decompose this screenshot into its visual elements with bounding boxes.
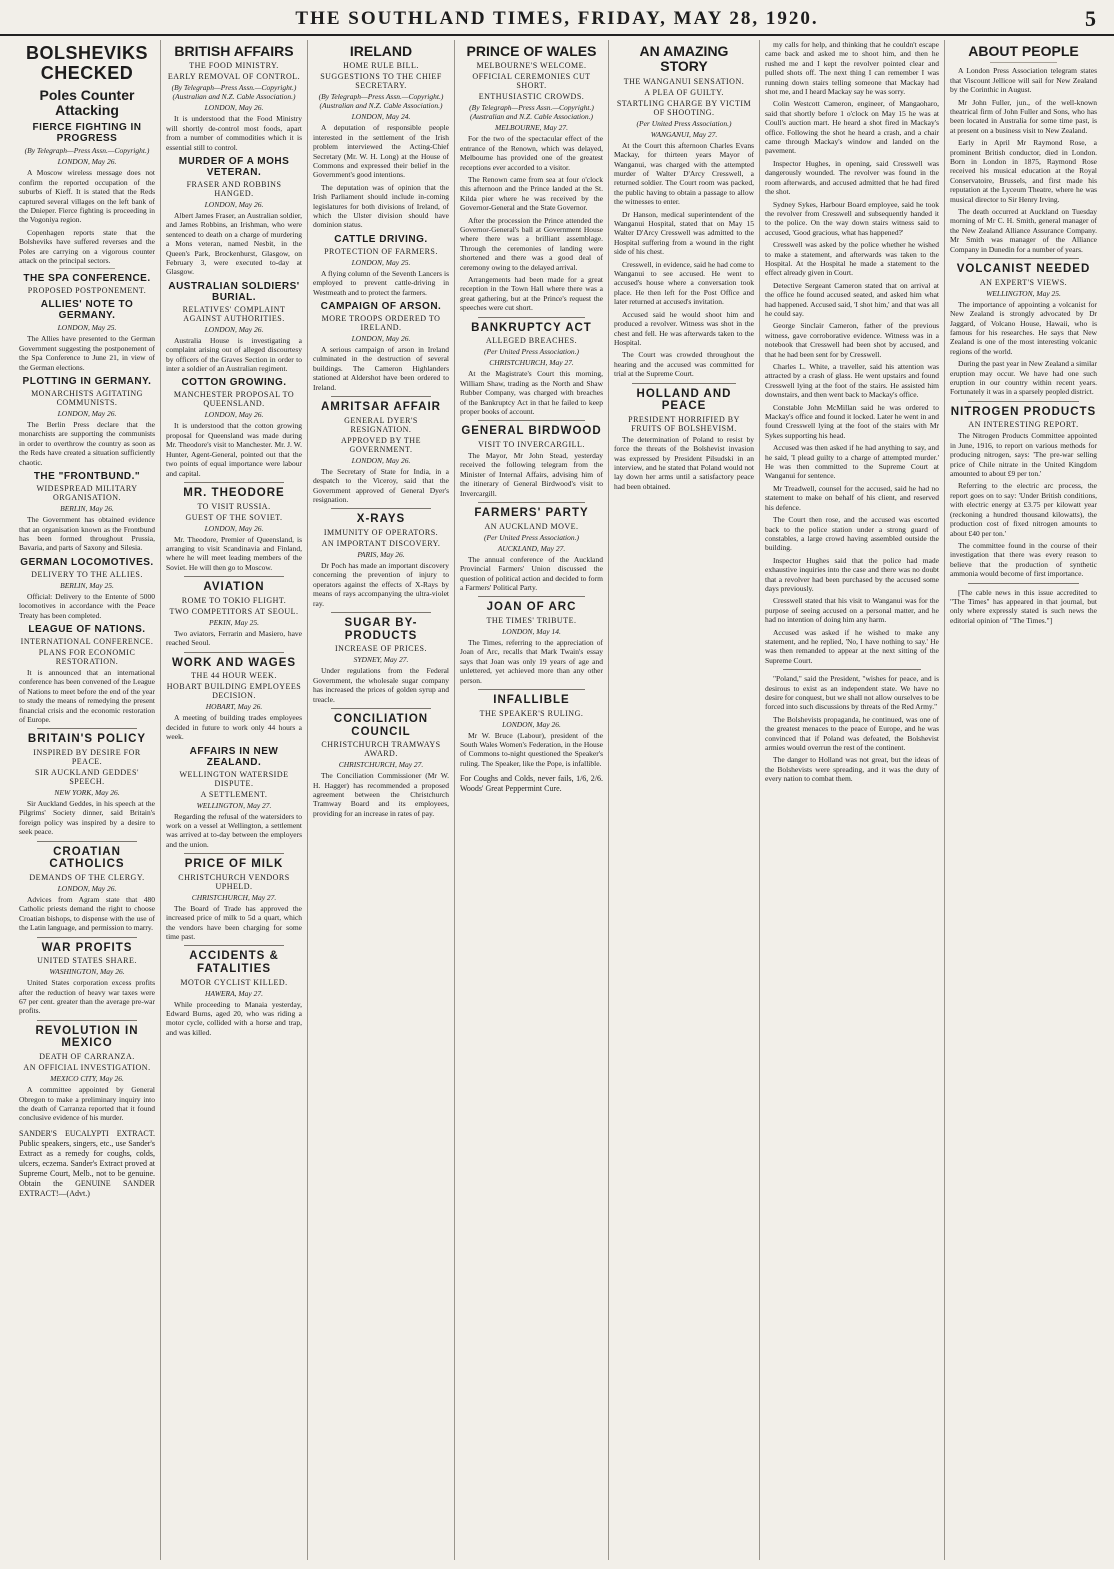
article-paragraph: It is understood that the Food Ministry will shortly de-control most foods, apart from a number of commodities which it is essential still to control. <box>166 114 302 152</box>
column-7 <box>945 40 1102 1560</box>
article-paragraph: A meeting of building trades employees decided in future to work only 44 hours a week. <box>166 713 302 742</box>
divider <box>478 596 585 597</box>
headline-ireland: IRELAND <box>349 43 413 59</box>
headline-farmers: FARMERS' PARTY <box>474 507 589 520</box>
headline-revolution: REVOLUTION IN MEXICO <box>35 1024 139 1050</box>
deck-soviet: GUEST OF THE SOVIET. <box>185 512 283 522</box>
article-paragraph: While proceeding to Manaia yesterday, Edward Burns, aged 20, who was riding a motor cycle, collided with a horse and trap, and was killed. <box>166 999 302 1037</box>
article-paragraph: Referring to the electric arc process, the report goes on to say: 'Under British conditions, with electric energy at £3.75 per kilowatt year (reckoning a hundred thousand kilowatts), the production cost of fixed nitrogen amounts to about £40 per ton.' <box>950 481 1097 538</box>
advertisement-woods: For Coughs and Colds, never fails, 1/6, 2/6. Woods' Great Peppermint Cure. <box>460 774 603 794</box>
headline-birdwood: GENERAL BIRDWOOD <box>461 425 602 438</box>
deck-removal: EARLY REMOVAL OF CONTROL. <box>167 72 301 82</box>
article-paragraph: The Allies have presented to the German Government suggesting the postponement of the Spa Conference to June 21, in view of the German elections. <box>19 334 155 372</box>
credit: (By Telegraph—Press Assn.—Copyright.) <box>24 146 150 156</box>
dateline: AUCKLAND, May 27. <box>497 543 566 553</box>
article-paragraph: Detective Sergeant Cameron stated that on arrival at the office he found accused seated, and asked him what had happened. Accused said, 'I shot him,' and that was all he could say. <box>765 280 939 318</box>
article-paragraph: my calls for help, and thinking that he couldn't escape came back and asked me to shoot him, and then he rushed me and I kept the revolver pointed clear and pulled shots off. The next thing I can remember I was running down stairs telling someone that Mackay had shot me, and I heard Mackay say he was sorry. <box>765 40 939 97</box>
headline-croatian: CROATIAN CATHOLICS <box>49 845 125 871</box>
dateline: NEW YORK, May 26. <box>54 788 120 798</box>
headline-amritsar: AMRITSAR AFFAIR <box>321 401 441 414</box>
credit: (By Telegraph—Press Assn.—Copyright.) (Australian and N.Z. Cable Association.) <box>469 103 594 122</box>
divider <box>37 728 137 729</box>
headline-plotting: PLOTTING IN GERMANY. <box>22 376 152 388</box>
headline-work-wages: WORK AND WAGES <box>171 656 297 669</box>
dateline: WASHINGTON, May 26. <box>49 967 125 977</box>
deck-motor-cyclist: MOTOR CYCLIST KILLED. <box>180 977 288 987</box>
page-number: 5 <box>1085 6 1096 31</box>
editorial-note: [The cable news in this issue accredited to "The Times" has appeared in that journal, but only where expressly stated is such news the editorial opinion of "The Times."] <box>950 587 1097 625</box>
dateline: LONDON, May 26. <box>204 324 264 334</box>
headline-league: LEAGUE OF NATIONS. <box>28 623 146 635</box>
article-paragraph: At the Court this afternoon Charles Evans Mackay, for thirteen years Mayor of Wanganui, was charged with the attempted murder of Walter D'Arcy Cresswell, a returned soldier. The Court room was packed, the public having to obtain a passage to allow the witnesses to enter. <box>614 140 754 207</box>
deck-vendors: CHRISTCHURCH VENDORS UPHELD. <box>178 872 290 891</box>
headline-conciliation: CONCILIATION COUNCIL <box>333 712 429 738</box>
article-paragraph: Dr Hanson, medical superintendent of the Wanganui Hospital, stated that on May 15 Walter D'Arcy Cresswell was admitted to the Hospital suffering from a wound in the right side of his chest. <box>614 209 754 257</box>
divider <box>478 317 585 318</box>
article-paragraph: Sydney Sykes, Harbour Board employee, said he took the revolver from Cresswell and subsequently handed it to the police. On the way down stairs witness said to accused, 'Good gracious, what has happened?' <box>765 199 939 237</box>
divider <box>478 502 585 503</box>
headline-accidents: ACCIDENTS & FATALITIES <box>189 950 279 976</box>
headline-nz-affairs: AFFAIRS IN NEW ZEALAND. <box>189 745 279 768</box>
deck-startling: STARTLING CHARGE BY VICTIM OF SHOOTING. <box>616 98 752 117</box>
article-paragraph: Mr Treadwell, counsel for the accused, said he had no statement to make on behalf of his client, and reserved his defence. <box>765 483 939 512</box>
dateline: LONDON, May 26. <box>204 200 264 210</box>
dateline: LONDON, May 26. <box>502 719 561 729</box>
advertisement-sanders: SANDER'S EUCALYPTI EXTRACT. Public speakers, singers, etc., use Sander's Extract as a remedy for coughs, colds, ulcers, eczema. Sander's Extract proved at Supreme Court, Melb., not to be genuine. Obtain the GENUINE SANDER EXTRACT!—(Advt.) <box>19 1128 155 1198</box>
article-paragraph: A London Press Association telegram states that Viscount Jellicoe will sail for New Zealand by the Corinthic in August. <box>950 66 1097 95</box>
deck-britain: INSPIRED BY DESIRE FOR PEACE. <box>33 748 141 767</box>
deck-plans: PLANS FOR ECONOMIC RESTORATION. <box>38 647 136 666</box>
headline-theodore: MR. THEODORE <box>183 486 285 499</box>
article-paragraph: It is announced that an international conference has been convened of the League of Nations to meet before the end of the year to study the means of remedying the present financial crisis and the economic restoration of Europe. <box>19 667 155 724</box>
article-paragraph: Constable John McMillan said he was ordered to Mackay's office and found it locked. Later he went in and found Cresswell lying at the foot of the stairs with Mr Sykes supporting his head. <box>765 402 939 440</box>
headline-locomotives: GERMAN LOCOMOTIVES. <box>20 556 154 568</box>
dateline: LONDON, May 24. <box>351 112 411 122</box>
headline-british-affairs: BRITISH AFFAIRS <box>174 43 294 59</box>
article-paragraph: Albert James Fraser, an Australian soldier, and James Robbins, an Irishman, who were sentenced to death on a charge of murdering a Mons veteran, named Nesbit, in the Queen's Park, Brockenhurst, Glasgow, on February 3, were executed to-day at Glasgow. <box>166 211 302 277</box>
deck-bolshevism: PRESIDENT HORRIFIED BY FRUITS OF BOLSHEVISM. <box>628 414 740 433</box>
deck-flight: ROME TO TOKIO FLIGHT. <box>181 595 287 605</box>
article-paragraph: The determination of Poland to resist by force the threats of the Bolshevist invasion was expressed by President Pilsudski in an interview, and he stated that Poland would not lay down her arms until a satisfactory peace had been obtained. <box>614 434 754 491</box>
credit: (By Telegraph—Press Assn.—Copyright.) (Australian and N.Z. Cable Association.) <box>171 83 297 102</box>
article-paragraph: A Moscow wireless message does not confirm the reported occupation of the suburbs of Kieff. It is stated that the Reds captured several villages on the left bank of the Dnieper. Fierce fighting is proceeding in the Vogoniya region. <box>19 168 155 225</box>
dateline: LONDON, May 25. <box>57 323 117 333</box>
column-6 <box>760 40 945 1560</box>
headline-sugar: SUGAR BY-PRODUCTS <box>344 617 418 642</box>
article-paragraph: A committee appointed by General Obregon to make a preliminary inquiry into the death of Carranza reported that it found conclusive evidence of his murder. <box>19 1085 155 1123</box>
article-paragraph: United States corporation excess profits after the reduction of heavy war taxes were 67 per cent. greater than the average pre-war profits. <box>19 978 155 1016</box>
article-paragraph: Sir Auckland Geddes, in his speech at the Pilgrims' Society dinner, said Britain's foreign policy was inspired by a desire to seek peace. <box>19 799 155 837</box>
deck-dyer: GENERAL DYER'S RESIGNATION. <box>344 415 418 434</box>
article-paragraph: Accused said he would shoot him and produced a revolver. Witness was shot in the chest and fell. He was afterwards taken to the Hospital. <box>614 309 754 347</box>
article-paragraph: The death occurred at Auckland on Tuesday morning of Mr C. H. Smith, general manager of the New Zealand Alliance Assurance Company. Mr Smith was manager of the Alliance Company in Dunedin for a number of years. <box>950 207 1097 254</box>
article-paragraph: Copenhagen reports state that the Bolsheviks have suffered reverses and the Poles are carrying on a vigorous counter attack on the principal sectors. <box>19 227 155 266</box>
article-paragraph: The Board of Trade has approved the increased price of milk to 5d a quart, which the vendors have been charging for some time past. <box>166 903 302 941</box>
divider <box>968 401 1079 402</box>
divider <box>968 258 1079 259</box>
article-paragraph: Dr Poch has made an important discovery concerning the prevention of injury to operators against the effects of X-Rays by means of rays accompanying the ultra-violet ray. <box>313 561 449 608</box>
dateline: BERLIN, May 26. <box>60 504 114 514</box>
deck-suggestions: SUGGESTIONS TO THE CHIEF SECRETARY. <box>320 72 442 91</box>
headline-about-people: ABOUT PEOPLE <box>968 43 1079 59</box>
article-paragraph: Official: Delivery to the Entente of 5000 locomotives in accordance with the Peace Treaty has been completed. <box>19 591 155 620</box>
headline-allies-note: ALLIES' NOTE TO GERMANY. <box>40 299 134 322</box>
headline-milk: PRICE OF MILK <box>184 858 284 871</box>
article-paragraph: Inspector Hughes, in opening, said Cresswell was dangerously wounded. The revolver was found in the room afterwards, and accused admitted that he had fired the shot. <box>765 158 939 197</box>
article-paragraph: At the Magistrate's Court this morning, William Shaw, trading as the North and Shaw Rubber Company, was charged with breaches of the Bankruptcy Act in that he failed to keep proper books of account. <box>460 369 603 416</box>
dateline: LONDON, May 26. <box>204 523 264 533</box>
deck-complaint: RELATIVES' COMPLAINT AGAINST AUTHORITIES. <box>182 304 286 323</box>
column-4 <box>455 40 609 1560</box>
column-2 <box>161 40 308 1560</box>
headline-prince: PRINCE OF WALES <box>466 43 597 59</box>
deck-delivery: DELIVERY TO THE ALLIES. <box>31 569 143 579</box>
deck-fierce-fighting: FIERCE FIGHTING IN PROGRESS <box>32 122 142 145</box>
article-paragraph: The Mayor, Mr John Stead, yesterday received the following telegram from the Minister of Internal Affairs, advising him of the itinerary of General Birdwood's visit to Invercargill. <box>460 451 603 498</box>
article-paragraph: After the procession the Prince attended the Governor-General's ball at Government House where there was a brilliant assemblage. Through the ceremonies of landing were shortened and there was a good deal of ceremony owing to the delayed arrival. <box>460 215 603 272</box>
divider <box>331 612 431 613</box>
divider <box>331 708 431 709</box>
column-1 <box>14 40 161 1560</box>
headline-infallible: INFALLIBLE <box>493 693 570 706</box>
article-paragraph: George Sinclair Cameron, father of the previous witness, gave corroborative evidence. Witness was in a notebook that Cresswell had been shot by accused, and that he had been sent for by Cresswell. <box>765 321 939 359</box>
headline-joan: JOAN OF ARC <box>486 601 577 614</box>
divider <box>184 576 284 577</box>
article-paragraph: Cresswell stated that his visit to Wanganui was for the purpose of seeing accused on a personal matter, and he had no intention of doing him any harm. <box>765 596 939 625</box>
article-paragraph: The danger to Holland was not great, but the ideas of the Bolshevists were spreading, and it was the duty of every nation to combat them. <box>765 755 939 784</box>
article-paragraph: Cresswell, in evidence, said he had come to Wanganui to see accused. He went to accused's house where a conversation took place. He then left for the Post Office and later returned at accused's invitation. <box>614 259 754 307</box>
divider <box>184 853 284 854</box>
credit: (Per United Press Association.) <box>484 532 579 542</box>
deck-approved: APPROVED BY THE GOVERNMENT. <box>341 435 421 454</box>
article-paragraph: The Berlin Press declare that the monarchists are supporting the communists in order to overthrow the country as soon as the Reds have created a situation sufficiently chaotic. <box>19 420 155 467</box>
credit: (Per United Press Association.) <box>636 118 732 128</box>
deck-expert: AN EXPERT'S VIEWS. <box>979 277 1068 287</box>
deck-tramways: CHRISTCHURCH TRAMWAYS AWARD. <box>321 740 441 759</box>
headline-burial: AUSTRALIAN SOLDIERS' BURIAL. <box>168 280 300 303</box>
article-paragraph: Colin Westcott Cameron, engineer, of Mangaoharo, said that shortly before 1 o'clock on May 15 he was at Coull's auction mart. He heard a shot fired in Mackay's office. Following the shot he heard a crash, and a chair came through Mackay's window and landed on the pavement. <box>765 99 939 156</box>
dateline: PARIS, May 26. <box>357 550 405 560</box>
masthead-title: THE SOUTHLAND TIMES, FRIDAY, MAY 28, 1920. <box>295 8 819 29</box>
article-paragraph: A serious campaign of arson in Ireland culminated in the destruction of several buildings. The Cameron Highlanders stationed at Aldershot have been ordered to Ireland. <box>313 345 449 392</box>
deck-geddes: SIR AUCKLAND GEDDES' SPEECH. <box>35 768 139 787</box>
deck-monarchists: MONARCHISTS AGITATING COMMUNISTS. <box>31 389 143 408</box>
deck-report: AN INTERESTING REPORT. <box>968 420 1079 430</box>
headline-cotton: COTTON GROWING. <box>181 377 287 389</box>
headline-xrays: X-RAYS <box>356 513 406 526</box>
headline-bankruptcy: BANKRUPTCY ACT <box>471 321 592 334</box>
deck-prices: INCREASE OF PRICES. <box>335 644 427 654</box>
dateline: LONDON, May 26. <box>351 334 411 344</box>
deck-melbourne: MELBOURNE'S WELCOME. <box>476 61 587 71</box>
deck-auckland: AN AUCKLAND MOVE. <box>484 521 579 531</box>
deck-wanganui: THE WANGANUI SENSATION. <box>623 76 745 86</box>
deck-ceremonies: OFFICIAL CEREMONIES CUT SHORT. <box>472 72 591 91</box>
subhead-poles: Poles Counter Attacking <box>39 86 135 118</box>
divider <box>37 937 137 938</box>
deck-crowds: ENTHUSIASTIC CROWDS. <box>478 92 585 102</box>
deck-invercargill: VISIT TO INVERCARGILL. <box>478 440 585 450</box>
article-paragraph: A deputation of responsible people interested in the settlement of the Irish problem interviewed the Acting-Chief Secretary (Mr. W. H. Long) at the House of Commons and expressed their belief in the Government's good intentions. <box>313 123 449 180</box>
article-paragraph: Accused was asked if he wished to make any statement, and he replied, 'No, I have nothing to say.' He was then remanded to appear at the next sitting of the Supreme Court. <box>765 627 939 665</box>
article-paragraph: It is understood that the cotton growing proposal for Queensland was made during Mr. Theodore's visit to Manchester. Mr. J. W. Hunter, Agent-General, pointed out that the two points of equal importance were labour and capital. <box>166 421 302 478</box>
article-paragraph: For the two of the spectacular effect of the entrance of the Renown, which was delayed, Melbourne has provided one of the greatest receptions ever accorded to a visitor. <box>460 134 603 172</box>
deck-international: INTERNATIONAL CONFERENCE. <box>20 636 154 646</box>
article-paragraph: Two aviators, Ferrarin and Masiero, have reached Seoul. <box>166 628 302 648</box>
article-paragraph: Charles L. White, a traveller, said his attention was attracted by a crash of glass. He went upstairs and found Cresswell lying at the foot of the stairs. He assisted him downstairs, and then went back to Mackay's office. <box>765 362 939 400</box>
deck-plea: A PLEA OF GUILTY. <box>644 87 724 97</box>
article-paragraph: Australia House is investigating a complaint arising out of alleged discourtesy by officers of the Graves Section in order to inter a soldier of an Australian regiment. <box>166 335 302 374</box>
column-5 <box>609 40 760 1560</box>
dateline: LONDON, May 26. <box>351 455 411 465</box>
dateline: CHRISTCHURCH, May 27. <box>191 892 277 902</box>
deck-investigation: AN OFFICIAL INVESTIGATION. <box>23 1063 151 1073</box>
divider <box>184 945 284 946</box>
article-paragraph: Cresswell was asked by the police whether he wished to make a statement, and afterwards was taken to the Hospital. At the Hospital he made a statement to the effect already given in Court. <box>765 240 939 278</box>
deck-hobart: HOBART BUILDING EMPLOYEES DECISION. <box>166 682 302 701</box>
deck-spa: PROPOSED POSTPONEMENT. <box>27 286 147 296</box>
credit: (By Telegraph—Press Assn.—Copyright.) (Australian and N.Z. Cable Association.) <box>318 92 444 111</box>
headline-cattle: CATTLE DRIVING. <box>334 233 428 245</box>
dateline: PEKIN, May 25. <box>209 617 259 627</box>
dateline: SYDNEY, May 27. <box>353 655 409 665</box>
deck-44-hour: THE 44 HOUR WEEK. <box>191 671 277 681</box>
article-paragraph: Accused was then asked if he had anything to say, and he said, 'I plead guilty to a charge of attempted murder.' He was then committed to the Supreme Court at Wanganui for sentence. <box>765 443 939 481</box>
dateline: HAWERA, May 27. <box>204 988 264 998</box>
headline-nitrogen: NITROGEN PRODUCTS <box>950 405 1097 418</box>
divider <box>37 1020 137 1021</box>
dateline: LONDON, May 26. <box>57 409 117 419</box>
headline-holland: HOLLAND AND PEACE <box>636 387 732 413</box>
article-paragraph: The Government has obtained evidence that an organisation known as the Frontbund has been formed throughout Prussia, Bavaria, and parts of Saxony and Silesia. <box>19 515 155 553</box>
headline-frontbund: THE "FRONTBUND." <box>33 471 141 483</box>
divider <box>59 268 115 269</box>
dateline: CHRISTCHURCH, May 27. <box>489 358 574 368</box>
column-3 <box>308 40 455 1560</box>
headline-arson: CAMPAIGN OF ARSON. <box>320 301 442 313</box>
divider <box>990 62 1057 63</box>
deck-discovery: AN IMPORTANT DISCOVERY. <box>321 539 441 549</box>
deck-hanged: FRASER AND ROBBINS HANGED. <box>186 180 282 199</box>
deck-manchester: MANCHESTER PROPOSAL TO QUEENSLAND. <box>173 390 295 409</box>
article-paragraph: The Bolshevists propaganda, he continued, was one of the greatest menaces to the peace of Europe, and he was convinced that if Poland was defeated, the Bolshevist armies would overrun the rest of the continent. <box>765 714 939 753</box>
deck-us-share: UNITED STATES SHARE. <box>37 956 137 966</box>
article-paragraph: The Court was crowded throughout the hearing and the accused was committed for trial at the Supreme Court. <box>614 350 754 379</box>
headline-britain: BRITAIN'S POLICY <box>27 733 147 746</box>
deck-speaker: THE SPEAKER'S RULING. <box>479 708 584 718</box>
deck-seoul: TWO COMPETITORS AT SEOUL. <box>169 606 299 616</box>
dateline: WELLINGTON, May 27. <box>196 800 272 810</box>
headline-volcanist: VOLCANIST NEEDED <box>956 263 1091 276</box>
divider <box>331 396 431 397</box>
headline-bolsheviks: BOLSHEVIKS CHECKED <box>25 43 149 83</box>
headline-war-profits: WAR PROFITS <box>41 941 133 954</box>
divider <box>37 841 137 842</box>
dateline: MELBOURNE, May 27. <box>495 123 568 133</box>
dateline: LONDON, May 26. <box>204 410 264 420</box>
dateline: MEXICO CITY, May 26. <box>50 1074 124 1084</box>
dateline: WELLINGTON, May 25. <box>986 288 1061 298</box>
divider <box>184 482 284 483</box>
deck-carranza: DEATH OF CARRANZA. <box>39 1052 135 1062</box>
dateline: LONDON, May 26. <box>57 157 117 167</box>
deck-widespread: WIDESPREAD MILITARY ORGANISATION. <box>36 484 138 503</box>
divider <box>184 652 284 653</box>
dateline: BERLIN, May 25. <box>60 580 114 590</box>
article-paragraph: Advices from Agram state that 480 Catholic priests demand the right to choose Croatian bishops, to dispense with the use of the Latin language, and permission to marry. <box>19 894 155 933</box>
deck-waterside: WELLINGTON WATERSIDE DISPUTE. <box>179 769 289 788</box>
article-paragraph: The Times, referring to the appreciation of Joan of Arc, recalls that Mark Twain's essay says that Joan was only 19 years of age and unlettered, yet achieved more than any other person. <box>460 637 603 685</box>
article-paragraph: The Nitrogen Products Committee appointed in June, 1916, to report on various methods for producing nitrogen, says: 'The pre-war selling price of Chile nitrate in the United Kingdom amounted to about £9 per ton.' <box>950 431 1097 479</box>
article-paragraph: The committee found in the course of their investigation that there was every reason to believe that the production of synthetic ammonia would become of first importance. <box>950 540 1097 579</box>
deck-food-ministry: THE FOOD MINISTRY. <box>189 61 279 71</box>
deck-immunity: IMMUNITY OF OPERATORS. <box>323 528 439 538</box>
dateline: LONDON, May 26. <box>57 883 117 893</box>
article-paragraph: Under regulations from the Federal Government, the wholesale sugar company has increased the prices of golden syrup and treacle. <box>313 666 449 704</box>
dateline: LONDON, May 14. <box>502 626 561 636</box>
divider <box>331 508 431 509</box>
divider <box>632 383 736 384</box>
article-paragraph: Mr. Theodore, Premier of Queensland, is arranging to visit Scandinavia and Finland, where he will meet leading members of the Soviet. He will then go to Moscow. <box>166 534 302 572</box>
divider <box>478 689 585 690</box>
article-paragraph: Mr W. Bruce (Labour), president of the South Wales Women's Federation, in the House of Commons to-night questioned the Speaker's ruling. The Speaker, like the Pope, is infallible. <box>460 730 603 768</box>
article-paragraph: Arrangements had been made for a great reception in the Town Hall where there was a great gathering, but at the Prince's request the speeches were cut short. <box>460 275 603 313</box>
headline-aviation: AVIATION <box>203 581 265 594</box>
article-paragraph: During the past year in New Zealand a similar eruption may occur. We have had one such eruption in our country within recent years. Fortunately it was in a sparsely peopled district. <box>950 359 1097 397</box>
article-paragraph: A flying column of the Seventh Lancers is employed to prevent cattle-driving in Westmeath and to protect the farmers. <box>313 268 449 297</box>
article-paragraph: The annual conference of the Auckland Provincial Farmers' Union discussed the question of political action and decided to form a Farmers' Political Party. <box>460 554 603 592</box>
article-paragraph: Regarding the refusal of the watersiders to work on a vessel at Wellington, a settlement was arrived at to-day between the employers and the union. <box>166 811 302 849</box>
article-paragraph: The Secretary of State for India, in a despatch to the Viceroy, said that the Government approved of General Dyer's resignation. <box>313 466 449 504</box>
divider <box>783 669 921 670</box>
divider <box>478 420 585 421</box>
dateline: LONDON, May 26. <box>204 103 264 113</box>
headline-amazing-story: AN AMAZING STORY <box>639 43 729 75</box>
article-paragraph: Early in April Mr Raymond Rose, a prominent British conductor, died in London. Born in London in 1875, Raymond Rose received his musical education at the Royal Conservatoire, Brussels, and first made his reputation at the Lyceum Theatre, where he was musical director to Sir Henry Irving. <box>950 138 1097 204</box>
deck-settlement: A SETTLEMENT. <box>200 789 268 799</box>
deck-protection: PROTECTION OF FARMERS. <box>324 246 438 256</box>
article-paragraph: The Court then rose, and the accused was escorted back to the police station under a strong guard of constables, a large crowd having assembled outside the building. <box>765 515 939 553</box>
deck-home-rule: HOME RULE BILL. <box>343 61 419 71</box>
article-paragraph: The importance of appointing a volcanist for New Zealand is strongly advocated by Dr Jaggard, of Volcano House, Hawaii, who is famous for his researches. He says that New Zealand is one of the most interesting volcanic regions of the world. <box>950 299 1097 356</box>
dateline: HOBART, May 26. <box>205 702 263 712</box>
article-paragraph: "Poland," said the President, "wishes for peace, and is desirous to exist as an independent state. We have no desire for conquest, but we shall not allow ourselves to be forced into such discussions by threats of the Red Army." <box>765 674 939 712</box>
deck-russia: TO VISIT RUSSIA. <box>197 501 271 511</box>
article-paragraph: The deputation was of opinion that the Irish Parliament should include in-coming legislatures for both divisions of Ireland, of which the Ulster division should have dominion status. <box>313 182 449 230</box>
dateline: CHRISTCHURCH, May 27. <box>338 760 424 770</box>
divider <box>968 583 1079 584</box>
article-paragraph: Mr John Fuller, jun., of the well-known theatrical firm of John Fuller and Sons, who has been located in Australia for some time past, is at present on a business visit to New Zealand. <box>950 97 1097 135</box>
dateline: LONDON, May 25. <box>351 257 411 267</box>
deck-breaches: ALLEGED BREACHES. <box>485 336 578 346</box>
headline-spa: THE SPA CONFERENCE. <box>23 273 151 285</box>
deck-troops: MORE TROOPS ORDERED TO IRELAND. <box>321 314 441 333</box>
dateline: WANGANUI, May 27. <box>650 129 718 139</box>
deck-clergy: DEMANDS OF THE CLERGY. <box>29 872 145 882</box>
deck-tribute: THE TIMES' TRIBUTE. <box>486 615 577 625</box>
masthead <box>0 0 1114 36</box>
article-paragraph: The Renown came from sea at four o'clock this afternoon and the Prince landed at the St. Kilda pier where he was received by the Governor-General and the State Governor. <box>460 175 603 213</box>
headline-murder: MURDER OF A MOHS VETERAN. <box>178 156 290 179</box>
article-paragraph: The Conciliation Commissioner (Mr W. H. Hagger) has recommended a proposed agreement between the Christchurch Tramway Board and its employees, providing for an increase in rates of pay. <box>313 771 449 818</box>
article-paragraph: Inspector Hughes said that the police had made exhaustive inquiries into the case and there was no doubt that a revolver had been purchased by the accused some days previously. <box>765 555 939 593</box>
credit: (Per United Press Association.) <box>484 347 579 357</box>
